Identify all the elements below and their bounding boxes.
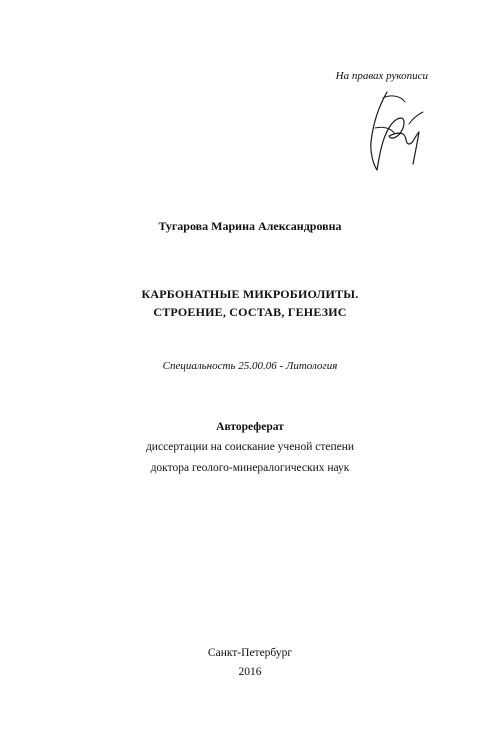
abstract-label: Автореферат xyxy=(216,421,284,433)
title-line-1: КАРБОНАТНЫЕ МИКРОБИОЛИТЫ. xyxy=(141,287,359,301)
specialty: Специальность 25.00.06 - Литология xyxy=(162,360,338,372)
abstract-description-line-2: доктора геолого-минералогических наук xyxy=(150,462,350,474)
author-name: Тугарова Марина Александровна xyxy=(158,219,342,233)
author-signature xyxy=(365,88,425,172)
city: Санкт-Петербург xyxy=(207,647,293,659)
year: 2016 xyxy=(238,666,262,678)
manuscript-note: На правах рукописи xyxy=(335,70,428,82)
abstract-description-line-1: диссертации на соискание ученой степени xyxy=(145,441,355,453)
title-line-2: СТРОЕНИЕ, СОСТАВ, ГЕНЕЗИС xyxy=(153,305,347,319)
